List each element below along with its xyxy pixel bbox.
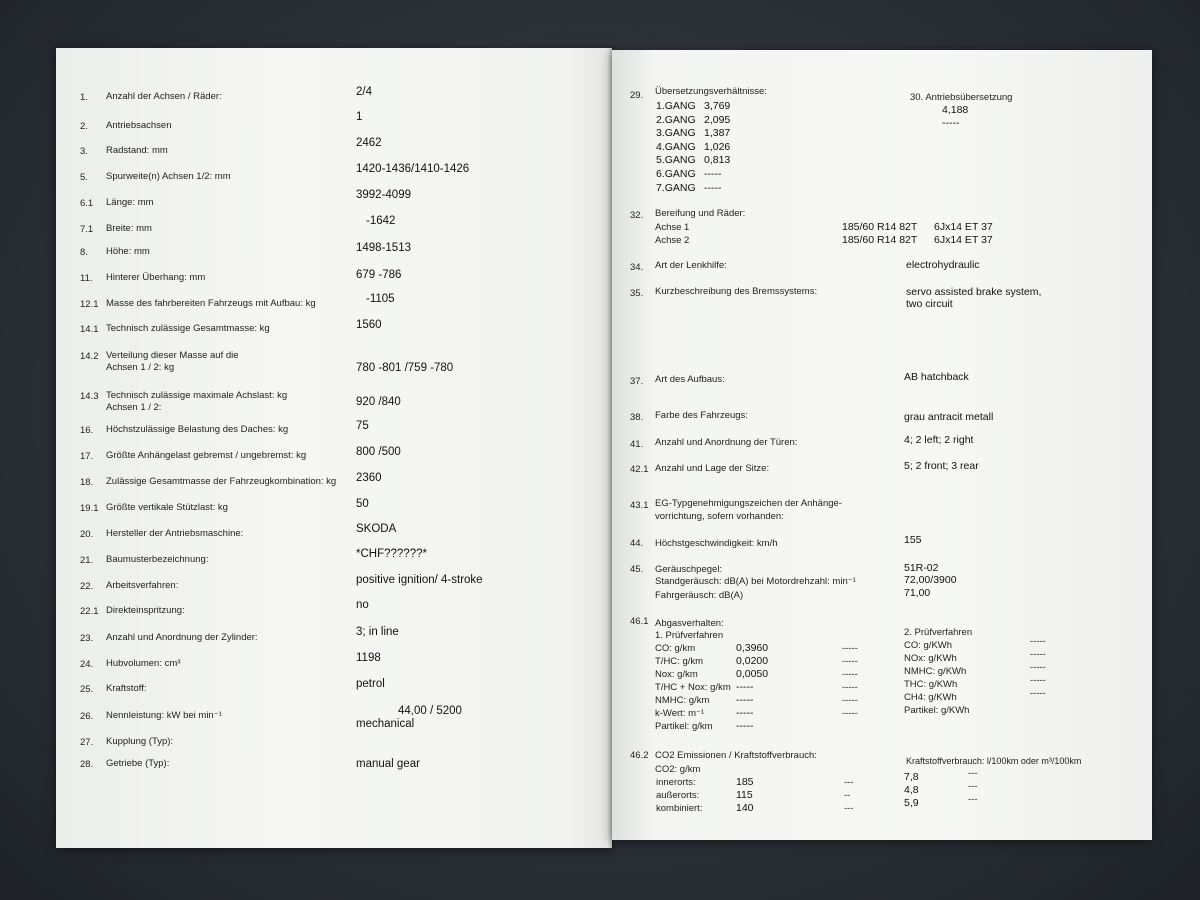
co2-key: innerorts: (656, 777, 696, 788)
tyre-size: 185/60 R14 82T (842, 221, 918, 233)
left-item-number: 17. (80, 451, 94, 462)
left-item-label: Kraftstoff: (106, 683, 147, 694)
item-32-number: 32. (630, 210, 644, 221)
emission-key: T/HC + Nox: g/km (655, 682, 731, 693)
gear-name: 1.GANG (656, 100, 696, 112)
item-46-1-number: 46.1 (630, 616, 649, 627)
item-45-label-2: Standgeräusch: dB(A) bei Motordrehzahl: min⁻¹ (655, 576, 856, 587)
left-item-number: 14.1 (80, 324, 99, 335)
item-43-1-label: EG-Typgenehmigungszeichen der Anhänge- (655, 498, 842, 509)
emission-dash: ----- (842, 695, 858, 706)
co2-value: 185 (736, 776, 754, 788)
left-item-label: Hersteller der Antriebsmaschine: (106, 528, 244, 539)
gear-ratio: 3,769 (704, 100, 731, 112)
co2-dash: --- (844, 803, 854, 814)
left-item-label: Antriebsachsen (106, 120, 172, 131)
left-item-number: 27. (80, 737, 94, 748)
item-45-label-3: Fahrgeräusch: dB(A) (655, 590, 744, 601)
gear-ratio: ----- (704, 181, 722, 194)
item-38-value: grau antracit metall (904, 411, 994, 423)
left-item-number: 12.1 (80, 299, 99, 310)
left-item-number: 20. (80, 529, 94, 540)
gear-ratio: 2,095 (704, 113, 731, 126)
left-item-label: Kupplung (Typ): (106, 736, 174, 747)
item-41-label: Anzahl und Anordnung der Türen: (655, 437, 798, 448)
item-44-number: 44. (630, 538, 644, 549)
item-29-number: 29. (630, 90, 644, 101)
emission-value: 0,0050 (736, 668, 769, 680)
left-item-value: 679 -786 (356, 269, 402, 281)
emission-key: CO: g/km (655, 643, 696, 654)
left-item-number: 8. (80, 247, 88, 258)
item-35-value-2: two circuit (906, 298, 953, 310)
gear-name: 6.GANG (656, 168, 696, 180)
left-item-value: 800 /500 (356, 446, 401, 458)
emission-dash: ----- (842, 656, 858, 667)
item-45-label: Geräuschpegel: (655, 564, 723, 575)
gear-ratio: 1,387 (704, 127, 731, 140)
emission-key-2: NMHC: g/KWh (904, 666, 967, 677)
gear-name: 5.GANG (656, 154, 696, 167)
item-46-2-number: 46.2 (630, 750, 649, 761)
fuel-value: 4,8 (904, 784, 919, 796)
emission-key: Partikel: g/km (655, 721, 713, 732)
left-item-value: no (356, 599, 369, 611)
item-32-label: Bereifung und Räder: (655, 208, 746, 219)
co2-key: kombiniert: (656, 803, 703, 814)
left-item-label: Anzahl der Achsen / Räder: (106, 91, 222, 102)
item-45-value-3: 71,00 (904, 587, 931, 599)
emission-key: Nox: g/km (655, 669, 698, 680)
left-item-label: Größte vertikale Stützlast: kg (106, 502, 228, 513)
right-page (612, 50, 1152, 840)
left-item-label: Baumusterbezeichnung: (106, 554, 209, 565)
left-item-value: 3992-4099 (356, 189, 411, 201)
left-item-label: Getriebe (Typ): (106, 758, 170, 769)
item-46-1-label: Abgasverhalten: (655, 618, 724, 629)
item-43-1-number: 43.1 (630, 500, 649, 511)
item-30-value: 4,188 (942, 104, 969, 116)
emission-value: ----- (736, 707, 754, 719)
emission-dash-2: ----- (1030, 675, 1046, 686)
left-item-number: 25. (80, 684, 94, 695)
left-item-number: 1. (80, 92, 88, 103)
left-item-number: 2. (80, 121, 88, 132)
left-item-label: Radstand: mm (106, 145, 168, 156)
gear-ratio: 1,026 (704, 140, 731, 153)
co2-unit-label: CO2: g/km (655, 764, 701, 775)
left-item-label-2: Achsen 1 / 2: kg (106, 362, 175, 373)
tyre-axle: Achse 1 (655, 222, 690, 233)
left-item-label: Nennleistung: kW bei min⁻¹ (106, 710, 222, 721)
gear-ratio: 0,813 (704, 154, 731, 167)
item-38-label: Farbe des Fahrzeugs: (655, 410, 748, 421)
co2-dash: -- (844, 790, 851, 801)
emission-dash: ----- (842, 682, 858, 693)
item-45-value-2: 72,00/3900 (904, 574, 957, 586)
item-42-1-value: 5; 2 front; 3 rear (904, 460, 979, 472)
fuel-consumption-label: Kraftstoffverbrauch: l/100km oder m³/100km (906, 756, 1082, 766)
left-item-label: Spurweite(n) Achsen 1/2: mm (106, 171, 231, 182)
left-item-value: 2/4 (356, 86, 372, 98)
co2-dash: --- (844, 777, 854, 788)
item-37-value: AB hatchback (904, 371, 969, 383)
left-item-value: 75 (356, 420, 369, 432)
item-35-value: servo assisted brake system, (906, 286, 1042, 298)
left-item-number: 7.1 (80, 224, 94, 235)
rim-size: 6Jx14 ET 37 (934, 221, 993, 233)
left-item-value: 780 -801 /759 -780 (356, 362, 454, 374)
emission-key-2: NOx: g/KWh (904, 653, 957, 664)
left-item-label: Masse des fahrbereiten Fahrzeugs mit Aufbau: kg (106, 298, 316, 309)
left-item-value: SKODA (356, 523, 397, 535)
emission-key-2: CO: g/KWh (904, 640, 953, 651)
item-46-2-label: CO2 Emissionen / Kraftstoffverbrauch: (655, 750, 817, 761)
left-item-value: 1560 (356, 319, 382, 331)
item-37-number: 37. (630, 376, 644, 387)
item-42-1-number: 42.1 (630, 464, 649, 475)
item-44-label: Höchstgeschwindigkeit: km/h (655, 538, 778, 549)
emission-dash: ----- (842, 643, 858, 654)
left-item-value: *CHF??????* (356, 548, 427, 560)
tyre-size: 185/60 R14 82T (842, 234, 918, 246)
left-item-label: Anzahl und Anordnung der Zylinder: (106, 632, 258, 643)
left-item-value: -1105 (366, 293, 395, 305)
left-item-number: 22. (80, 581, 94, 592)
left-item-label: Hubvolumen: cm³ (106, 658, 181, 669)
left-item-number: 16. (80, 425, 94, 436)
left-item-number: 22.1 (80, 606, 99, 617)
emission-key: k-Wert: m⁻¹ (655, 708, 705, 719)
emission-value: ----- (736, 694, 754, 706)
item-30-value-2: ----- (942, 117, 960, 129)
fuel-dash: --- (968, 794, 978, 805)
left-item-label: Hinterer Überhang: mm (106, 272, 206, 283)
left-item-number: 28. (80, 759, 94, 770)
gear-name: 7.GANG (656, 181, 696, 194)
emission-value: 0,3960 (736, 642, 769, 654)
item-29-label: Übersetzungsverhältnisse: (655, 86, 767, 97)
emission-key: NMHC: g/km (655, 695, 710, 706)
item-34-label: Art der Lenkhilfe: (655, 260, 727, 271)
item-45-number: 45. (630, 564, 644, 575)
left-item-value: 1498-1513 (356, 242, 411, 254)
emission-value: ----- (736, 720, 754, 732)
left-item-label: Größte Anhängelast gebremst / ungebremst: kg (106, 450, 307, 461)
left-item-label: Zulässige Gesamtmasse der Fahrzeugkombination: kg (106, 476, 337, 487)
left-item-value: positive ignition/ 4-stroke (356, 574, 483, 586)
left-item-label: Höchstzulässige Belastung des Daches: kg (106, 424, 289, 435)
left-item-number: 5. (80, 172, 88, 183)
left-item-value: 1420-1436/1410-1426 (356, 163, 470, 175)
gear-name: 3.GANG (656, 127, 696, 140)
test-procedure-2: 2. Prüfverfahren (904, 627, 973, 638)
emission-key-2: CH4: g/KWh (904, 692, 957, 703)
item-34-value: electrohydraulic (906, 259, 980, 271)
left-item-number: 23. (80, 633, 94, 644)
left-item-number: 21. (80, 555, 94, 566)
left-item-number: 18. (80, 477, 94, 488)
co2-value: 115 (736, 789, 753, 801)
left-item-value: manual gear (356, 758, 420, 770)
rim-size: 6Jx14 ET 37 (934, 234, 993, 246)
left-item-label: Direkteinspritzung: (106, 605, 185, 616)
left-item-value: 3; in line (356, 626, 399, 638)
left-item-number: 14.2 (80, 351, 99, 362)
item-35-label: Kurzbeschreibung des Bremssystems: (655, 286, 818, 297)
fuel-dash: --- (968, 781, 978, 792)
emission-key: T/HC: g/km (655, 656, 704, 667)
left-item-value: 1 (356, 111, 363, 123)
emission-key-2: Partikel: g/KWh (904, 705, 970, 716)
emission-value: ----- (736, 681, 754, 693)
left-item-number: 24. (80, 659, 94, 670)
left-item-value: petrol (356, 678, 385, 690)
left-item-value: 2462 (356, 137, 382, 149)
gear-name: 4.GANG (656, 140, 696, 153)
item-38-number: 38. (630, 412, 644, 423)
emission-value: 0,0200 (736, 655, 769, 667)
left-item-number: 14.3 (80, 391, 99, 402)
item-42-1-label: Anzahl und Lage der Sitze: (655, 463, 770, 474)
item-45-value: 51R-02 (904, 562, 939, 574)
emission-dash: ----- (842, 708, 858, 719)
left-item-value: 50 (356, 498, 369, 510)
left-item-number: 6.1 (80, 198, 94, 209)
left-item-label-2: Achsen 1 / 2: (106, 402, 162, 413)
left-item-value: mechanical (356, 718, 415, 730)
left-item-value: 920 /840 (356, 396, 401, 408)
left-item-label: Breite: mm (106, 223, 152, 234)
left-item-number: 26. (80, 711, 94, 722)
test-procedure-1: 1. Prüfverfahren (655, 630, 724, 641)
tyre-axle: Achse 2 (655, 235, 690, 246)
left-item-number: 19.1 (80, 503, 99, 514)
left-item-label: Arbeitsverfahren: (106, 580, 179, 591)
emission-dash-2: ----- (1030, 649, 1046, 660)
item-44-value: 155 (904, 534, 922, 546)
left-item-value: -1642 (366, 215, 396, 227)
left-item-number: 11. (80, 273, 93, 284)
left-item-value: 44,00 / 5200 (398, 705, 462, 717)
left-item-number: 3. (80, 146, 88, 157)
item-41-value: 4; 2 left; 2 right (904, 434, 974, 446)
item-37-label: Art des Aufbaus: (655, 374, 725, 385)
left-item-value: 1198 (356, 652, 381, 664)
left-item-label: Verteilung dieser Masse auf die (106, 350, 239, 361)
co2-key: außerorts: (656, 790, 700, 801)
item-43-1-label-2: vorrichtung, sofern vorhanden: (655, 511, 784, 522)
fuel-dash: --- (968, 768, 978, 779)
item-34-number: 34. (630, 262, 644, 273)
fuel-value: 5,9 (904, 797, 919, 809)
item-41-number: 41. (630, 439, 644, 450)
left-item-label: Länge: mm (106, 197, 154, 208)
emission-key-2: THC: g/KWh (904, 679, 958, 690)
co2-value: 140 (736, 802, 754, 814)
gear-name: 2.GANG (656, 113, 696, 126)
item-35-number: 35. (630, 288, 644, 299)
emission-dash: ----- (842, 669, 858, 680)
left-item-label: Technisch zulässige Gesamtmasse: kg (106, 323, 270, 334)
left-item-label: Technisch zulässige maximale Achslast: kg (106, 390, 288, 401)
item-30-label: 30. Antriebsübersetzung (910, 92, 1013, 103)
left-item-value: 2360 (356, 472, 382, 484)
left-page (56, 48, 612, 848)
left-item-label: Höhe: mm (106, 246, 150, 257)
gear-ratio: ----- (704, 168, 722, 180)
emission-dash-2: ----- (1030, 688, 1046, 699)
emission-dash-2: ----- (1030, 662, 1046, 673)
emission-dash-2: ----- (1030, 636, 1046, 647)
fuel-value: 7,8 (904, 771, 919, 783)
